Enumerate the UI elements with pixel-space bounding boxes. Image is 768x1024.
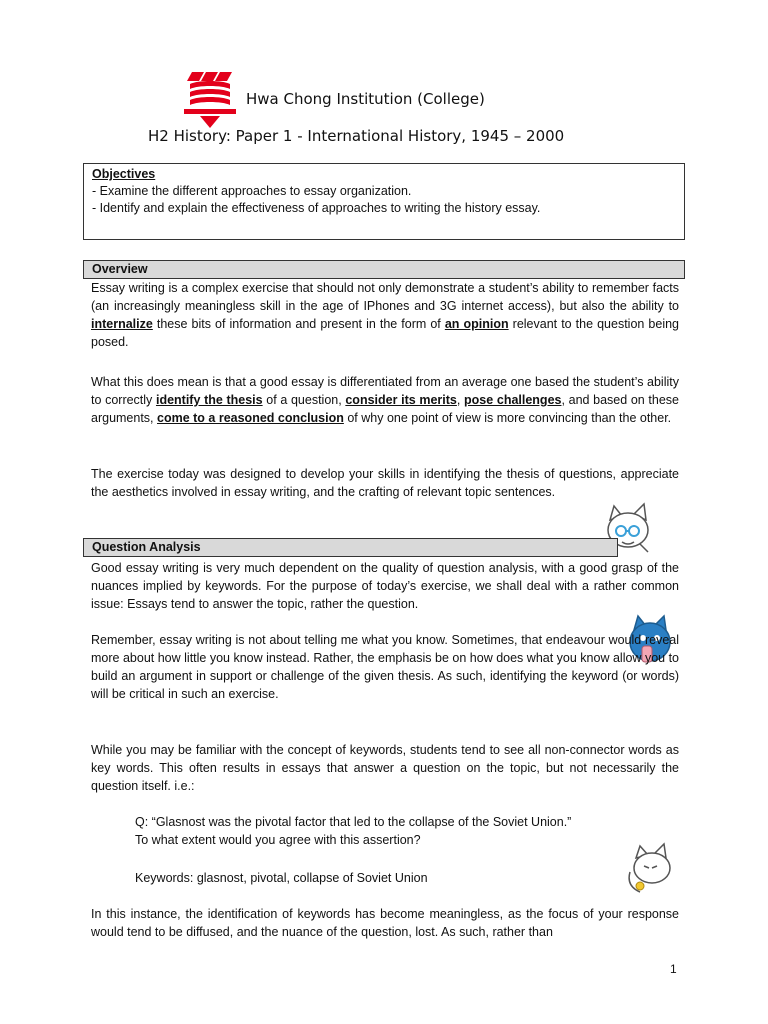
qa-paragraph-4: In this instance, the identification of keywords has become meaningless, as the focus of your response would tend to be diffused, and the nuance of the question, lost. As such, rather than [91,907,679,939]
objective-item: - Identify and explain the effectiveness of approaches to writing the history essay. [92,201,541,215]
overview-heading: Overview [83,260,685,279]
qa-paragraph-2: Remember, essay writing is not about telling me what you know. Sometimes, that endeavour would reveal more about how little you know instead. Rather, the emphasis be on how does what you know allow you to build an argument in support or challenge of the given thesis. As such, identifying the keyword (or words) will be critical in such an exercise. [91,633,679,701]
keyword-an-opinion: an opinion [444,317,509,331]
institution-name: Hwa Chong Institution (College) [246,90,485,108]
objectives-heading: Objectives [92,167,156,181]
qa-paragraph-1: Good essay writing is very much dependent on the quality of question analysis, with a good grasp of the nuances implied by keywords. For the purpose of today’s exercise, we shall deal with a rather common issue: Essays tend to answer the topic, rather the question. [91,561,679,611]
keyword-pose-challenges: pose challenges [464,393,562,407]
question-line-1: Q: “Glasnost was the pivotal factor that led to the collapse of the Soviet Union.” [135,815,572,829]
keywords-line: Keywords: glasnost, pivotal, collapse of Soviet Union [135,871,428,885]
overview-paragraph-3: The exercise today was designed to develop your skills in identifying the thesis of questions, appreciate the aesthetics involved in essay writing, and the crafting of relevant topic sentences. [91,467,679,499]
keyword-reasoned-conclusion: come to a reasoned conclusion [157,411,344,425]
question-analysis-heading: Question Analysis [83,538,618,557]
overview-paragraph-2: What this does mean is that a good essay is differentiated from an average one based the student’s ability to correctly identify the thesis of a question, consider its merits, pose challenges, and based on these arguments, come to a reasoned conclusion of why one point of view is more convincing than the other. [91,375,679,425]
question-line-2: To what extent would you agree with this assertion? [135,833,421,847]
school-logo-icon [182,70,238,132]
keyword-internalize: internalize [91,317,153,331]
overview-paragraph-1: Essay writing is a complex exercise that should not only demonstrate a student’s ability to remember facts (an increasingly meaningless skill in the age of IPhones and 3G internet access), but also the ability to internalize these bits of information and present in the form of an opinion relevant to the question being posed. [91,281,680,349]
keyword-identify-thesis: identify the thesis [155,393,263,407]
pondering-cat-cartoon-icon [622,842,678,898]
keyword-consider-merits: consider its merits [345,393,457,407]
objective-item: - Examine the different approaches to essay organization. [92,184,412,198]
objectives-box [83,163,685,240]
page-number: 1 [670,962,677,976]
paper-title: H2 History: Paper 1 - International History, 1945 – 2000 [148,127,565,145]
qa-paragraph-3: While you may be familiar with the concept of keywords, students tend to see all non-connector words as key words. This often results in essays that answer a question on the topic, but not necessarily the question itself. i.e.: [91,743,679,793]
